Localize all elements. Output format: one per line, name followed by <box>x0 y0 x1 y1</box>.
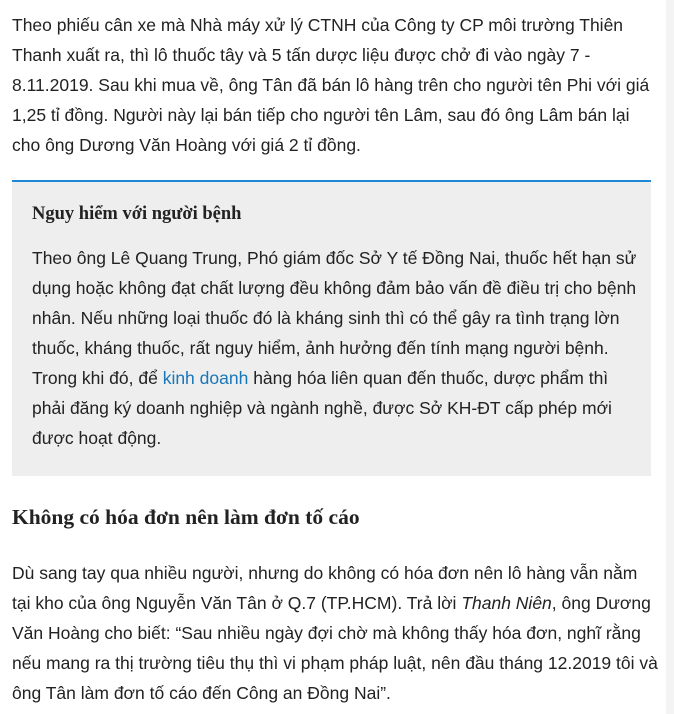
paragraph-report-text-after: , ông Dương Văn Hoàng cho biết: “Sau nhiều ngày đợi chờ mà không thấy hóa đơn, nghĩ rằng nếu mang ra thị trường tiêu thụ thì vi phạm pháp luật, nên đầu tháng 12.2019 tôi và ông Tân làm đơn tố cáo đến Công an Đồng Nai”. <box>12 593 658 703</box>
scrollbar[interactable] <box>666 0 674 714</box>
info-box-body <box>32 243 642 453</box>
kinh-doanh-link[interactable]: kinh doanh <box>162 368 249 388</box>
paragraph-report-text-before: Dù sang tay qua nhiều người, nhưng do không có hóa đơn nên lô hàng vẫn nằm tại kho của ông Nguyễn Văn Tân ở Q.7 (TP.HCM). Trả lời <box>12 563 638 613</box>
info-box-text-after-link: hàng hóa liên quan đến thuốc, dược phẩm thì phải đăng ký doanh nghiệp và ngành nghề, được Sở KH-ĐT cấp phép mới được hoạt động. <box>32 368 612 448</box>
info-box-title: Nguy hiểm với người bệnh <box>32 204 242 224</box>
info-box <box>12 180 651 476</box>
info-box-text-before-link: Theo ông Lê Quang Trung, Phó giám đốc Sở Y tế Đồng Nai, thuốc hết hạn sử dụng hoặc không đạt chất lượng đều không đảm bảo vấn đề điều trị cho bệnh nhân. Nếu những loại thuốc đó là kháng sinh thì có thể gây ra tình trạng lờn thuốc, kháng thuốc, rất nguy hiểm, ảnh hưởng đến tính mạng người bệnh. Trong khi đó, để <box>32 248 637 388</box>
section-heading: Không có hóa đơn nên làm đơn tố cáo <box>12 505 360 529</box>
newspaper-name: Thanh Niên <box>461 593 552 613</box>
paragraph-report <box>12 558 660 708</box>
paragraph-intro: Theo phiếu cân xe mà Nhà máy xử lý CTNH của Công ty CP môi trường Thiên Thanh xuất ra, thì lô thuốc tây và 5 tấn dược liệu được chở đi vào ngày 7 - 8.11.2019. Sau khi mua về, ông Tân đã bán lô hàng trên cho người tên Phi với giá 1,25 tỉ đồng. Người này lại bán tiếp cho người tên Lâm, sau đó ông Lâm bán lại cho ông Dương Văn Hoàng với giá 2 tỉ đồng. <box>12 15 650 155</box>
